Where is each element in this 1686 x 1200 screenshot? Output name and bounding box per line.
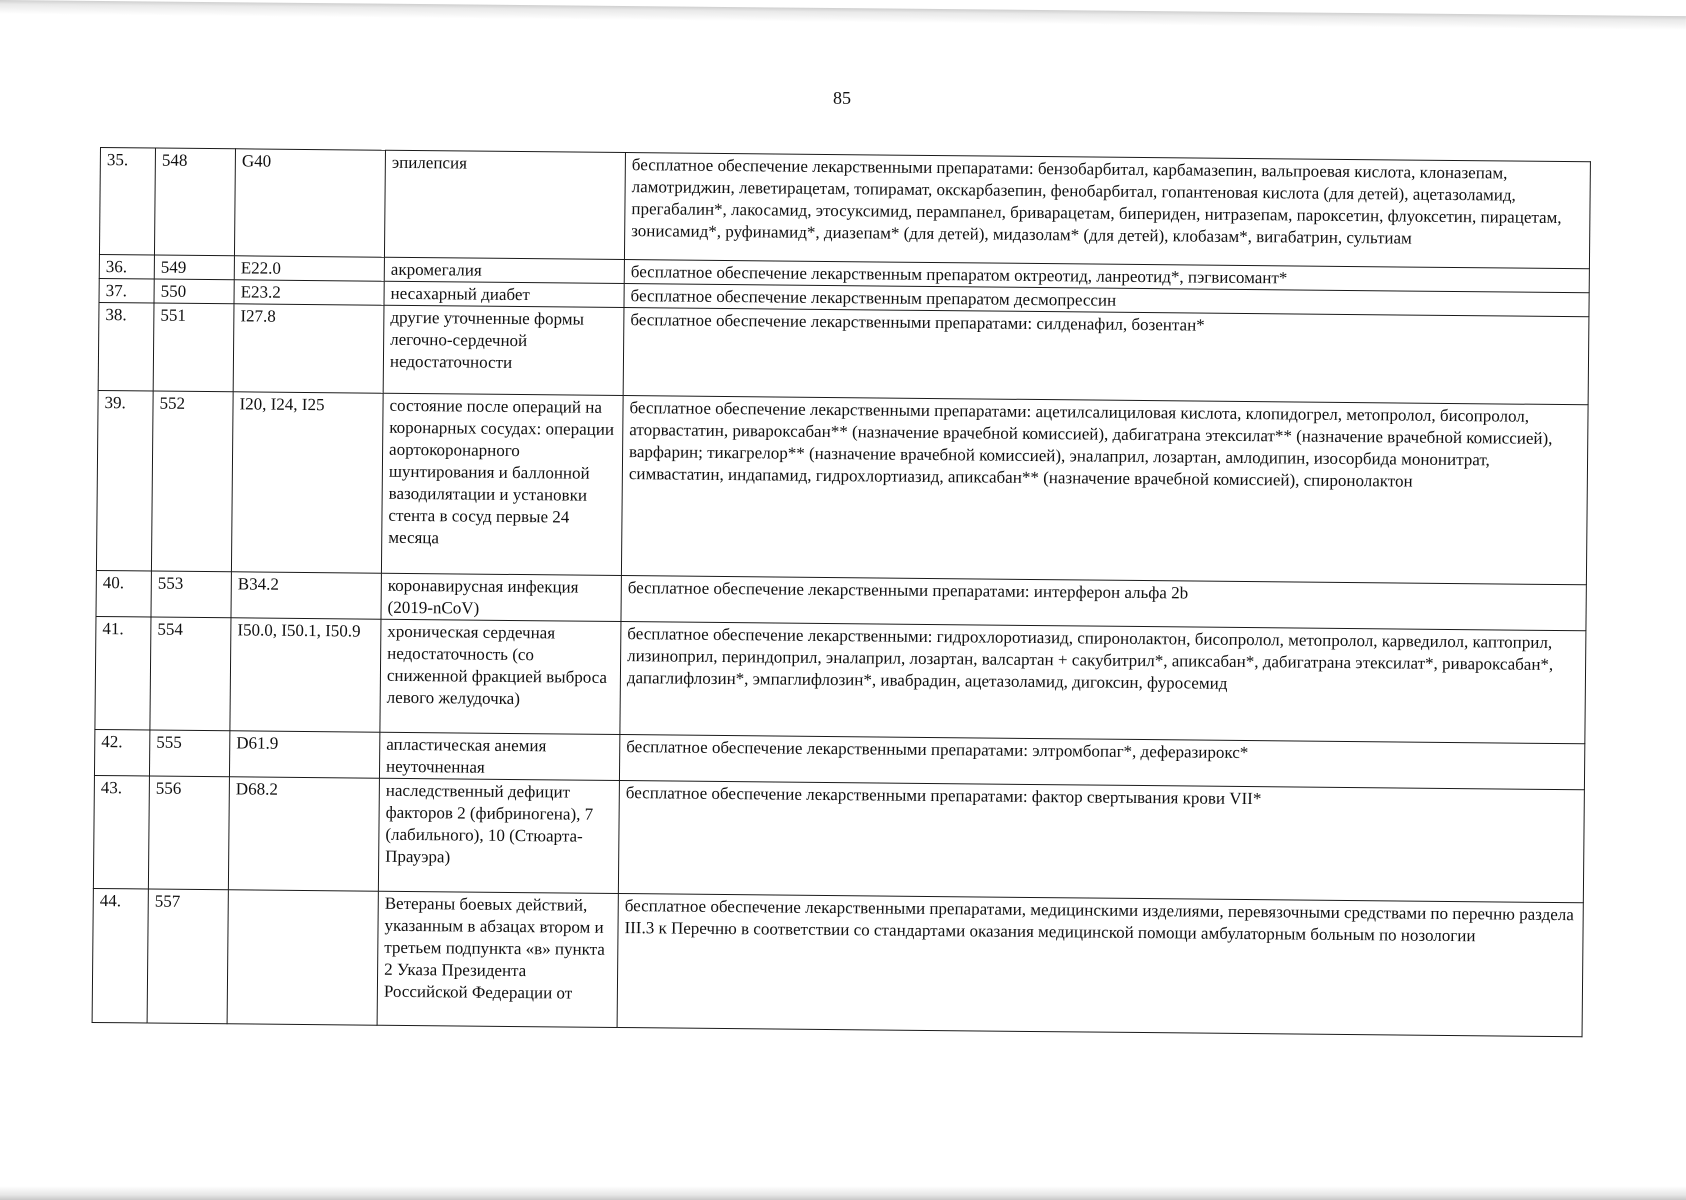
row-id: 548 [154,148,235,256]
provision-text: бесплатное обеспечение лекарственным препаратом десмопрессин [624,284,1589,317]
row-number: 41. [95,616,151,730]
row-number: 40. [96,570,151,617]
condition-name: наследственный дефицит факторов 2 (фибриногена), 7 (лабильного), 10 (Стюарта-Прауэра) [378,778,619,893]
condition-name: состояние после операций на коронарных сосудах: операции аортокоронарного шунтирования и баллонной вазодилятации и установки стента в сосуд первые 24 месяца [381,393,623,575]
provision-text: бесплатное обеспечение лекарственными препаратами: фактор свертывания крови VII* [618,781,1584,903]
row-id: 549 [154,255,234,280]
provision-text: бесплатное обеспечение лекарственными: гидрохлоротиазид, спиронолактон, бисопролол, метопролол, карведилол, каптоприл, лизиноприл, периндоприл, эналаприл, лозартан, валсартан + сакубитрил*, апиксабан*, дабигатрана этексилат*, ривароксабан*, дапаглифлозин*, эмпаглифлозин*, ивабрадин, ацетазоламид, дигоксин, фуросемид [620,622,1586,744]
icd-code [227,890,378,1025]
row-number: 36. [99,254,154,279]
condition-name: коронавирусная инфекция (2019-nCoV) [381,573,621,621]
row-number: 37. [99,278,154,303]
table-row [98,302,1589,404]
row-number: 42. [94,729,149,776]
provision-text: бесплатное обеспечение лекарственным препаратом октреотид, ланреотид*, пэгвисомант* [624,260,1589,293]
condition-name: несахарный диабет [384,281,624,307]
provision-text: бесплатное обеспечение лекарственными препаратами: ацетилсалициловая кислота, клопидогрел, метопролол, бисопролол, аторвастатин, ривароксабан** (назначение врачебной комиссией), дабигатрана этексилат** (назначение врачебной комиссией), варфарин; тикагрелор** (назначение врачебной комиссией), эналаприл, лозартан, амлодипин, изосорбида мононитрат, симвастатин, индапамид, гидрохлортиазид, апиксабан** (назначение врачебной комиссией), спиронолактон [621,396,1588,585]
row-number: 39. [96,390,153,571]
drug-provision-table [92,147,1591,1037]
scan-edge-bottom [0,1186,1686,1200]
row-number: 44. [92,888,148,1023]
condition-name: эпилепсия [384,150,625,259]
condition-name: другие уточненные формы легочно-сердечной недостаточности [383,305,624,395]
row-id: 554 [150,617,231,731]
icd-code: G40 [234,149,385,257]
condition-name: хроническая сердечная недостаточность (со сниженной фракцией выброса левого желудочка) [380,619,621,734]
provision-text: бесплатное обеспечение лекарственными препаратами, медицинскими изделиями, перевязочными средствами по перечню раздела III.3 к Перечню в соответствии со стандартами оказания медицинской помощи амбулаторным больным по нозологии [617,894,1583,1037]
icd-code: B34.2 [231,572,381,619]
provision-text: бесплатное обеспечение лекарственными препаратами: силденафил, бозентан* [623,308,1589,405]
provision-text: бесплатное обеспечение лекарственными препаратами: интерферон альфа 2b [621,576,1586,631]
row-number: 38. [98,302,154,391]
icd-code: E22.0 [234,256,384,281]
document-sheet [92,147,1590,1037]
scan-edge-top [0,0,1686,30]
row-id: 557 [147,889,228,1024]
icd-code: I20, I24, I25 [231,392,383,573]
row-id: 552 [151,391,233,572]
page-number: 85 [833,88,851,108]
icd-code: D68.2 [228,777,379,891]
row-id: 550 [154,279,234,304]
condition-name: Ветераны боевых действий, указанным в абзацах втором и третьем подпункта «в» пункта 2 Указа Президента Российской Федерации от [377,891,618,1027]
row-number: 43. [93,775,149,889]
row-id: 556 [148,776,229,890]
table-row [95,616,1586,743]
table-row [92,888,1583,1036]
icd-code: I50.0, I50.1, I50.9 [230,618,381,732]
row-id: 555 [149,730,229,777]
table-row [93,775,1584,902]
icd-code: E23.2 [234,280,384,305]
table-row [96,390,1588,584]
row-number: 35. [99,148,155,256]
provision-text: бесплатное обеспечение лекарственными препаратами: элтромбопаг*, деферазирокс* [619,735,1584,790]
row-id: 553 [151,571,231,618]
provision-text: бесплатное обеспечение лекарственными препаратами: бензобарбитал, карбамазепин, вальпроевая кислота, клоназепам, ламотриджин, леветирацетам, топирамат, окскарбазепин, фенобарбитал, гопантеновая кислота (для детей), ацетазоламид, прегабалин*, лакосамид, этосуксимид, перампанел, бриварацетам, бипериден, нитразепам, пароксетин, флуоксетин, пирацетам, зонисамид*, руфинамид*, диазепам* (для детей), мидазолам* (для детей), клобазам*, вигабатрин, сультиам [624,153,1590,269]
row-id: 551 [153,303,234,392]
icd-code: I27.8 [233,304,384,393]
table-row [99,148,1590,269]
condition-name: апластическая анемия неуточненная [379,732,619,780]
icd-code: D61.9 [229,731,379,778]
condition-name: акромегалия [384,257,624,283]
